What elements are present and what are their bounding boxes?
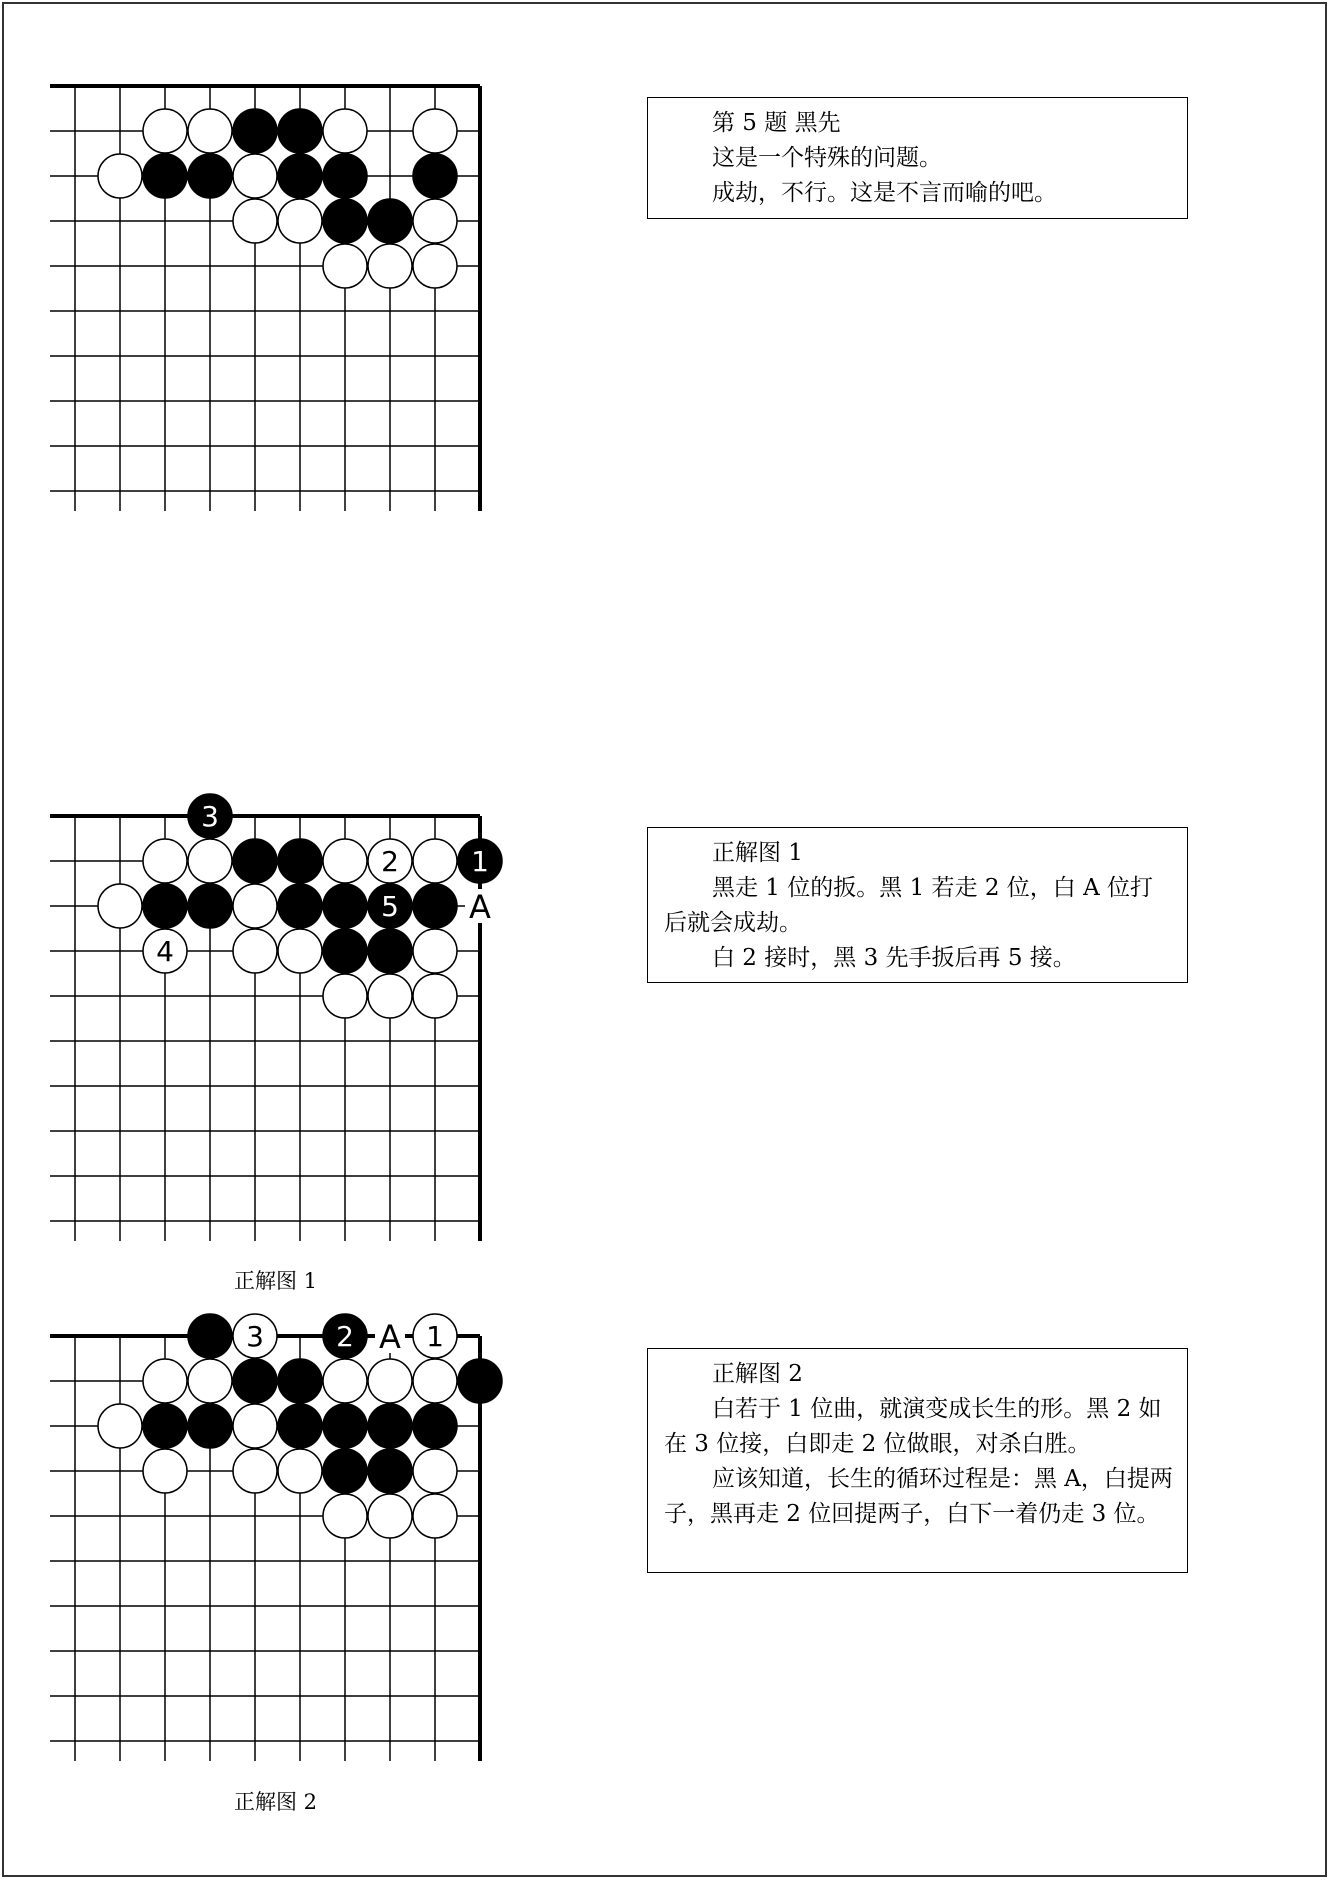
white-stone [323, 1359, 367, 1403]
white-stone [143, 839, 187, 883]
move-number-label: 1 [471, 845, 489, 878]
white-stone [368, 974, 412, 1018]
move-number-label: 2 [336, 1320, 354, 1353]
move-number-label: 4 [156, 935, 174, 968]
black-stone [188, 884, 232, 928]
diagram-2-caption: 正解图 2 [234, 1790, 318, 1814]
black-stone [413, 1404, 457, 1448]
diagram-2-title: 正解图 2 [712, 1361, 803, 1387]
move-number-label: 2 [381, 845, 399, 878]
black-stone [143, 1404, 187, 1448]
black-stone [323, 929, 367, 973]
white-stone [98, 1404, 142, 1448]
diagram-1-title: 正解图 1 [712, 840, 803, 866]
black-stone [368, 1404, 412, 1448]
white-stone [233, 1449, 277, 1493]
white-stone [368, 1494, 412, 1538]
white-stone [233, 1404, 277, 1448]
problem-text-box [647, 97, 1188, 219]
point-label: A [469, 888, 491, 926]
white-stone [143, 1359, 187, 1403]
move-number-label: 3 [201, 800, 219, 833]
white-stone [278, 929, 322, 973]
white-stone [368, 1359, 412, 1403]
black-stone [188, 1314, 232, 1358]
white-stone [413, 1359, 457, 1403]
diagram-2-paragraph-1: 白若于 1 位曲，就演变成长生的形。黑 2 如在 3 位接，白即走 2 位做眼，对杀白胜。 [664, 1396, 1162, 1457]
white-stone [278, 1449, 322, 1493]
white-stone [413, 1449, 457, 1493]
black-stone [143, 884, 187, 928]
move-number-label: 1 [426, 1320, 444, 1353]
white-stone [233, 884, 277, 928]
white-stone [323, 974, 367, 1018]
move-number-label: 5 [381, 890, 399, 923]
diagram-1-paragraph-2: 白 2 接时，黑 3 先手扳后再 5 接。 [712, 945, 1076, 971]
point-label: A [379, 1318, 401, 1356]
black-stone [368, 929, 412, 973]
white-stone [413, 1494, 457, 1538]
black-stone [413, 884, 457, 928]
black-stone [458, 1359, 502, 1403]
diagram-1-caption: 正解图 1 [234, 1269, 318, 1293]
white-stone [323, 1494, 367, 1538]
white-stone [98, 884, 142, 928]
white-stone [413, 974, 457, 1018]
diagram-1-text-box [647, 827, 1188, 983]
white-stone [413, 839, 457, 883]
diagram-2-text-box [647, 1348, 1188, 1573]
problem-description: 这是一个特殊的问题。 [712, 145, 942, 171]
black-stone [278, 1359, 322, 1403]
black-stone [188, 1404, 232, 1448]
black-stone [278, 1404, 322, 1448]
white-stone [323, 839, 367, 883]
black-stone [368, 1449, 412, 1493]
problem-note: 成劫，不行。这是不言而喻的吧。 [712, 180, 1057, 206]
black-stone [278, 839, 322, 883]
black-stone [233, 1359, 277, 1403]
white-stone [413, 929, 457, 973]
diagram-2-paragraph-2: 应该知道，长生的循环过程是：黑 A，白提两子，黑再走 2 位回提两子，白下一着仍走 3 位。 [664, 1466, 1173, 1527]
diagram-1-paragraph-1: 黑走 1 位的扳。黑 1 若走 2 位，白 A 位打后就会成劫。 [664, 875, 1153, 936]
move-number-label: 3 [246, 1320, 264, 1353]
white-stone [188, 1359, 232, 1403]
black-stone [278, 884, 322, 928]
problem-title: 第 5 题 黑先 [712, 110, 841, 136]
white-stone [143, 1449, 187, 1493]
black-stone [233, 839, 277, 883]
black-stone [323, 884, 367, 928]
black-stone [323, 1449, 367, 1493]
white-stone [188, 839, 232, 883]
black-stone [323, 1404, 367, 1448]
white-stone [233, 929, 277, 973]
